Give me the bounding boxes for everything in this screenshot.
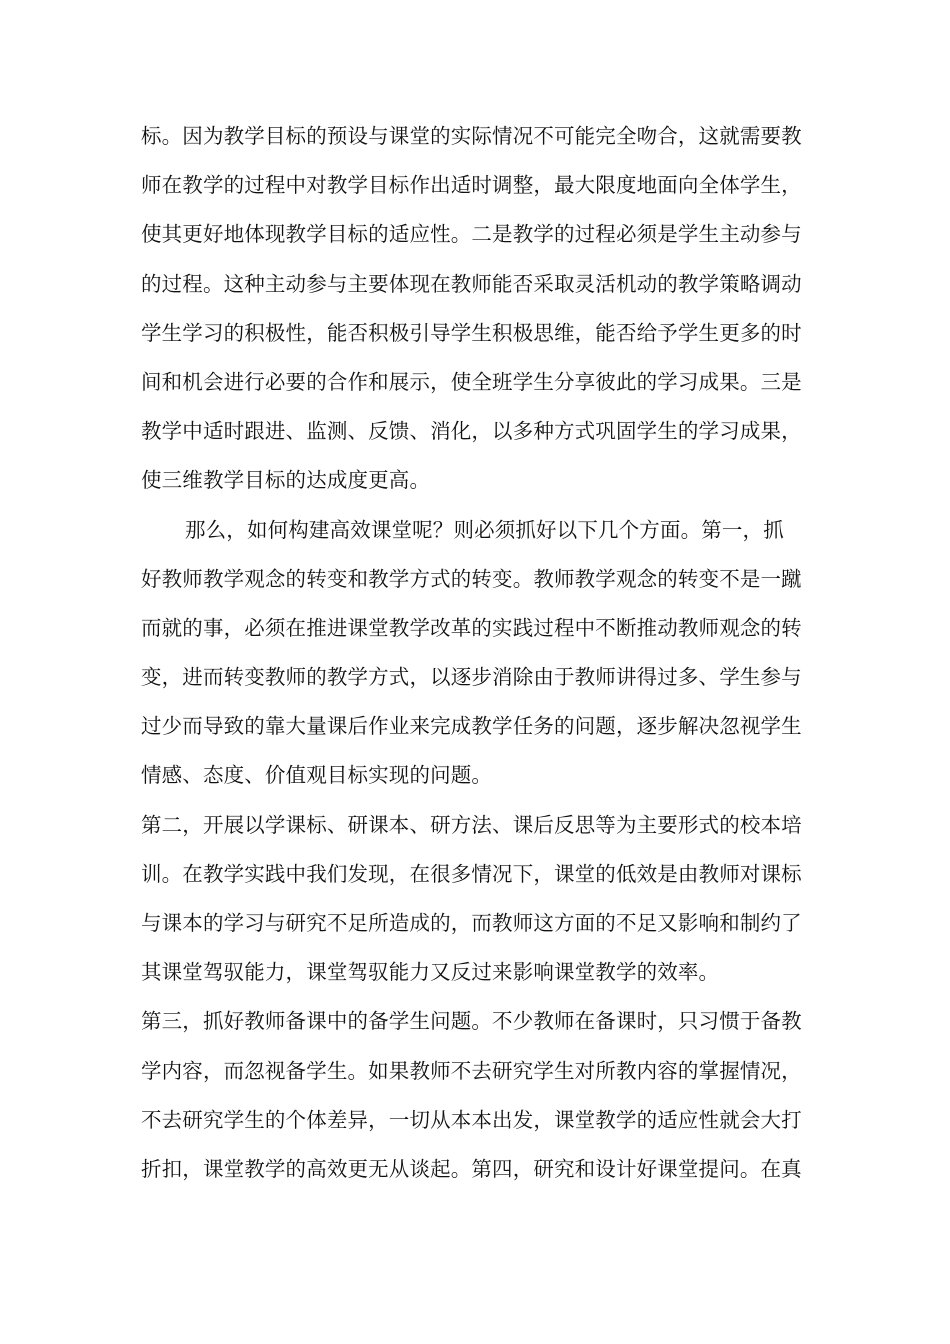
text-line: 好教师教学观念的转变和教学方式的转变。教师教学观念的转变不是一蹴 (141, 566, 802, 591)
text-line: 训。在教学实践中我们发现，在很多情况下，课堂的低效是由教师对课标 (141, 861, 802, 886)
text-line: 而就的事，必须在推进课堂教学改革的实践过程中不断推动教师观念的转 (141, 615, 802, 640)
text-line: 使其更好地体现教学目标的适应性。二是教学的过程必须是学生主动参与 (141, 222, 802, 247)
text-line: 师在教学的过程中对教学目标作出适时调整，最大限度地面向全体学生， (141, 173, 802, 198)
text-line: 情感、态度、价值观目标实现的问题。 (141, 763, 493, 788)
text-line: 过少而导致的靠大量课后作业来完成教学任务的问题，逐步解决忽视学生 (141, 714, 802, 739)
text-line: 间和机会进行必要的合作和展示，使全班学生分享彼此的学习成果。三是 (141, 369, 802, 394)
text-line: 学生学习的积极性，能否积极引导学生积极思维，能否给予学生更多的时 (141, 320, 802, 345)
paragraph-start-line: 那么，如何构建高效课堂呢？则必须抓好以下几个方面。第一，抓 (185, 517, 784, 542)
text-line: 标。因为教学目标的预设与课堂的实际情况不可能完全吻合，这就需要教 (141, 124, 802, 148)
text-line: 使三维教学目标的达成度更高。 (141, 468, 431, 493)
text-line: 折扣，课堂教学的高效更无从谈起。第四，研究和设计好课堂提问。在真 (141, 1156, 802, 1181)
text-line: 其课堂驾驭能力，课堂驾驭能力又反过来影响课堂教学的效率。 (141, 960, 720, 985)
text-line: 的过程。这种主动参与主要体现在教师能否采取灵活机动的教学策略调动 (141, 271, 802, 296)
text-line: 与课本的学习与研究不足所造成的，而教师这方面的不足又影响和制约了 (141, 911, 802, 935)
paragraph-start-line: 第三，抓好教师备课中的备学生问题。不少教师在备课时，只习惯于备教 (141, 1009, 802, 1034)
body-text (141, 112, 821, 1194)
text-line: 不去研究学生的个体差异，一切从本本出发，课堂教学的适应性就会大打 (141, 1107, 802, 1132)
text-line: 变，进而转变教师的教学方式，以逐步消除由于教师讲得过多、学生参与 (141, 665, 802, 690)
text-line: 学内容，而忽视备学生。如果教师不去研究学生对所教内容的掌握情况， (141, 1058, 802, 1083)
paragraph-start-line: 第二，开展以学课标、研课本、研方法、课后反思等为主要形式的校本培 (141, 812, 802, 837)
text-line: 教学中适时跟进、监测、反馈、消化，以多种方式巩固学生的学习成果， (141, 419, 802, 444)
